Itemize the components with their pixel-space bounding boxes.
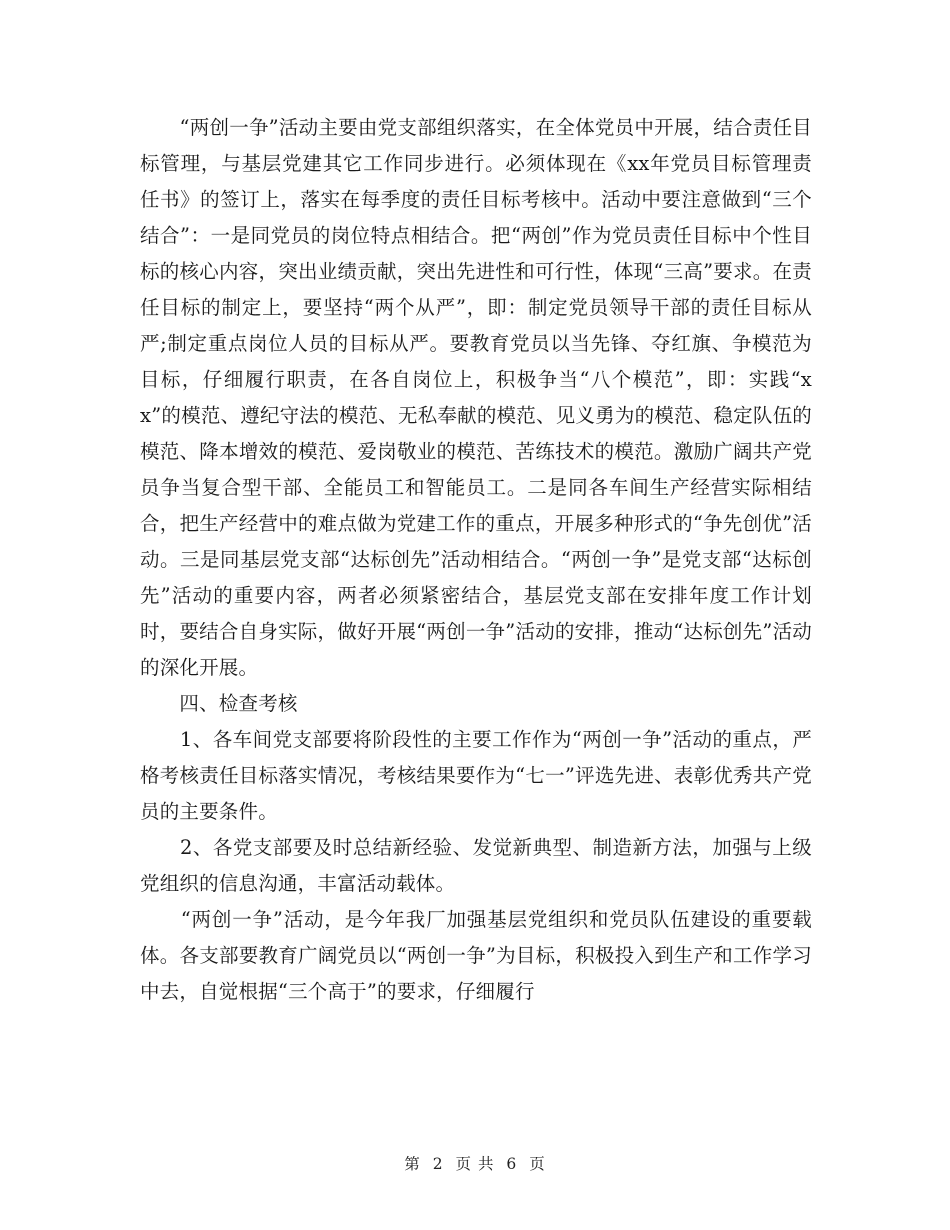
paragraph: “两创一争”活动主要由党支部组织落实，在全体党员中开展，结合责任目标管理，与基层党建其它工作同步进行。必须体现在《xx年党员目标管理责任书》的签订上，落实在每季度的责任目标考核中。活动中要注意做到“三个结合”：一是同党员的岗位特点相结合。把“两创”作为党员责任目标中个性目标的核心内容，突出业绩贡献，突出先进性和可行性，体现“三高”要求。在责任目标的制定上，要坚持“两个从严”，即：制定党员领导干部的责任目标从严;制定重点岗位人员的目标从严。要教育党员以当先锋、夺红旗、争模范为目标，仔细履行职责，在各自岗位上，积极争当“八个模范”，即：实践“xx”的模范、遵纪守法的模范、无私奉献的模范、见义勇为的模范、稳定队伍的模范、降本增效的模范、爱岗敬业的模范、苦练技术的模范。激励广阔共产党员争当复合型干部、全能员工和智能员工。二是同各车间生产经营实际相结合，把生产经营中的难点做为党建工作的重点，开展多种形式的“争先创优”活动。三是同基层党支部“达标创先”活动相结合。“两创一争”是党支部“达标创先”活动的重要内容，两者必须紧密结合，基层党支部在安排年度工作计划时，要结合自身实际，做好开展“两创一争”活动的安排，推动“达标创先”活动的深化开展。 [140, 116, 812, 679]
paragraph: 1、各车间党支部要将阶段性的主要工作作为“两创一争”活动的重点，严格考核责任目标落实情况，考核结果要作为“七一”评选先进、表彰优秀共产党员的主要条件。 [140, 728, 812, 823]
footer-prefix: 第 [404, 1155, 421, 1173]
page-footer [0, 1152, 950, 1174]
footer-page-number: 2 [432, 1155, 444, 1173]
paragraph: 2、各党支部要及时总结新经验、发觉新典型、制造新方法，加强与上级党组织的信息沟通，丰富活动载体。 [140, 836, 812, 895]
footer-middle: 页 共 [455, 1155, 495, 1173]
body-text [140, 110, 812, 1010]
footer-total-pages: 6 [506, 1155, 518, 1173]
section-heading: 四、检查考核 [140, 692, 298, 715]
paragraph: “两创一争”活动，是今年我厂加强基层党组织和党员队伍建设的重要载体。各支部要教育广阔党员以“两创一争”为目标，积极投入到生产和工作学习中去，自觉根据“三个高于”的要求，仔细履行 [140, 908, 812, 1003]
footer-suffix: 页 [529, 1155, 546, 1173]
